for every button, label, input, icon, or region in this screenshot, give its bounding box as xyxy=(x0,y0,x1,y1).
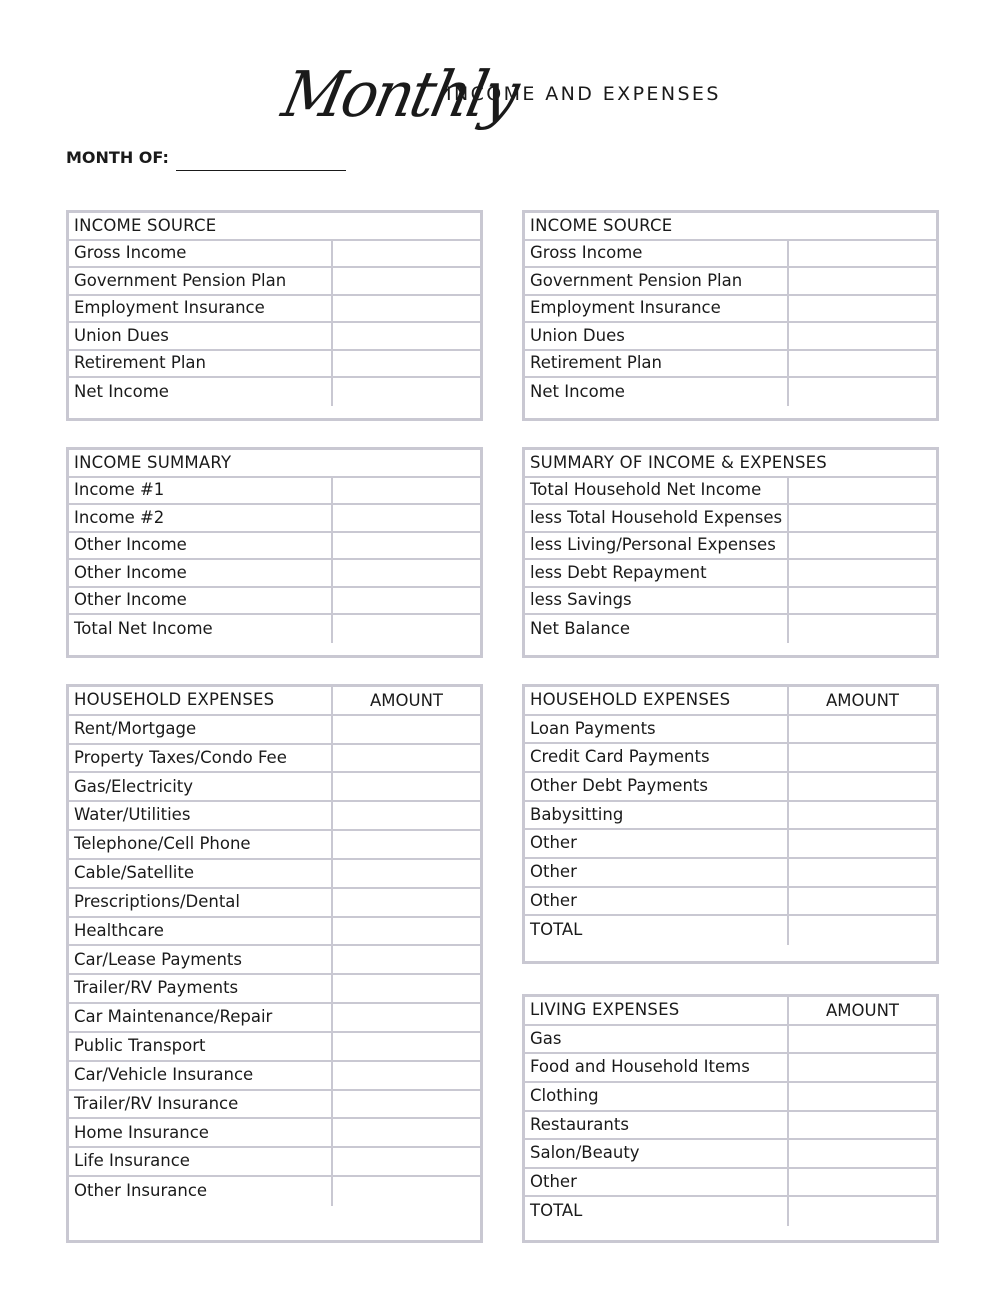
table-title: INCOME SOURCE xyxy=(74,215,217,235)
table-row xyxy=(525,1054,936,1083)
row-label: less Living/Personal Expenses xyxy=(525,533,789,559)
row-value-field[interactable] xyxy=(333,716,480,743)
table-row xyxy=(525,533,936,561)
table-row xyxy=(69,478,480,506)
table-row xyxy=(525,1169,936,1198)
row-label: Other xyxy=(525,830,789,857)
row-value-field[interactable] xyxy=(789,1054,936,1081)
row-label: Other Income xyxy=(69,588,333,614)
row-label: Other Debt Payments xyxy=(525,773,789,800)
table-row xyxy=(525,773,936,802)
row-value-field[interactable] xyxy=(789,1197,936,1226)
row-value-field[interactable] xyxy=(333,975,480,1002)
table-row xyxy=(69,802,480,831)
row-value-field[interactable] xyxy=(789,505,936,531)
table-row xyxy=(69,745,480,774)
row-label: Net Balance xyxy=(525,615,789,643)
row-value-field[interactable] xyxy=(789,533,936,559)
table-row xyxy=(69,296,480,324)
table-row xyxy=(525,1140,936,1169)
amount-header: AMOUNT xyxy=(825,1000,899,1020)
table-row xyxy=(69,1004,480,1033)
row-value-field[interactable] xyxy=(333,505,480,531)
row-value-field[interactable] xyxy=(333,478,480,504)
row-value-field[interactable] xyxy=(333,1119,480,1146)
table-row xyxy=(525,859,936,888)
page-header xyxy=(0,55,1005,145)
table-row xyxy=(69,505,480,533)
row-label: Healthcare xyxy=(69,918,333,945)
table-row xyxy=(69,1119,480,1148)
row-label: less Debt Repayment xyxy=(525,560,789,586)
row-value-field[interactable] xyxy=(333,831,480,858)
row-label: Income #1 xyxy=(69,478,333,504)
row-value-field[interactable] xyxy=(789,378,936,406)
living-expenses-table xyxy=(522,994,939,1243)
table-title: INCOME SOURCE xyxy=(530,215,673,235)
row-value-field[interactable] xyxy=(789,802,936,829)
row-value-field[interactable] xyxy=(789,888,936,915)
row-label: Clothing xyxy=(525,1083,789,1110)
row-label: Income #2 xyxy=(69,505,333,531)
table-row xyxy=(525,560,936,588)
amount-header: AMOUNT xyxy=(369,690,443,710)
row-label: Retirement Plan xyxy=(525,351,789,377)
table-header xyxy=(525,450,936,478)
script-title: Monthly xyxy=(276,58,523,132)
row-label: Employment Insurance xyxy=(69,296,333,322)
row-label: Food and Household Items xyxy=(525,1054,789,1081)
table-row xyxy=(525,802,936,831)
row-label: Other Income xyxy=(69,560,333,586)
table-row xyxy=(525,1197,936,1226)
row-label: Car/Vehicle Insurance xyxy=(69,1062,333,1089)
row-value-field[interactable] xyxy=(789,830,936,857)
row-label: Employment Insurance xyxy=(525,296,789,322)
household-expenses-table-2 xyxy=(522,684,939,964)
row-label: Rent/Mortgage xyxy=(69,716,333,743)
row-label: Other xyxy=(525,859,789,886)
row-value-field[interactable] xyxy=(789,296,936,322)
table-row xyxy=(69,588,480,616)
row-label: Salon/Beauty xyxy=(525,1140,789,1167)
table-row xyxy=(69,1033,480,1062)
row-value-field[interactable] xyxy=(789,351,936,377)
row-label: Prescriptions/Dental xyxy=(69,889,333,916)
row-value-field[interactable] xyxy=(333,745,480,772)
row-label: TOTAL xyxy=(525,1197,789,1226)
row-value-field[interactable] xyxy=(789,268,936,294)
table-title: HOUSEHOLD EXPENSES xyxy=(69,687,333,714)
row-label: Other Income xyxy=(69,533,333,559)
table-row xyxy=(69,975,480,1004)
row-value-field[interactable] xyxy=(333,1062,480,1089)
table-title: LIVING EXPENSES xyxy=(525,997,789,1024)
table-row xyxy=(69,1177,480,1206)
row-label: Car Maintenance/Repair xyxy=(69,1004,333,1031)
row-label: Car/Lease Payments xyxy=(69,946,333,973)
table-row xyxy=(69,1091,480,1120)
row-value-field[interactable] xyxy=(789,241,936,267)
table-row xyxy=(69,889,480,918)
table-row xyxy=(69,615,480,643)
row-value-field[interactable] xyxy=(789,1026,936,1053)
table-row xyxy=(69,716,480,745)
row-label: Gross Income xyxy=(69,241,333,267)
income-summary-table xyxy=(66,447,483,658)
row-label: Net Income xyxy=(69,378,333,406)
row-value-field[interactable] xyxy=(789,1112,936,1139)
row-label: Total Net Income xyxy=(69,615,333,643)
row-label: Other xyxy=(525,1169,789,1196)
row-label: Gas xyxy=(525,1026,789,1053)
row-label: TOTAL xyxy=(525,916,789,945)
row-value-field[interactable] xyxy=(789,859,936,886)
table-row xyxy=(69,773,480,802)
row-value-field[interactable] xyxy=(333,296,480,322)
table-row xyxy=(525,1112,936,1141)
page-title: INCOME AND EXPENSES xyxy=(446,83,721,105)
row-label: less Total Household Expenses xyxy=(525,505,789,531)
table-row xyxy=(525,916,936,945)
row-value-field[interactable] xyxy=(789,773,936,800)
household-expenses-table-1 xyxy=(66,684,483,1243)
row-value-field[interactable] xyxy=(789,478,936,504)
table-row xyxy=(525,830,936,859)
row-label: Net Income xyxy=(525,378,789,406)
row-label: Gross Income xyxy=(525,241,789,267)
row-value-field[interactable] xyxy=(333,268,480,294)
row-label: Restaurants xyxy=(525,1112,789,1139)
table-header xyxy=(69,213,480,241)
table-header xyxy=(69,687,480,716)
row-value-field[interactable] xyxy=(333,802,480,829)
table-row xyxy=(69,378,480,406)
row-label: Property Taxes/Condo Fee xyxy=(69,745,333,772)
table-row xyxy=(525,268,936,296)
row-label: Other Insurance xyxy=(69,1177,333,1206)
table-row xyxy=(69,860,480,889)
table-row xyxy=(69,946,480,975)
row-value-field[interactable] xyxy=(333,1091,480,1118)
row-value-field[interactable] xyxy=(789,560,936,586)
row-label: Credit Card Payments xyxy=(525,744,789,771)
table-row xyxy=(525,241,936,269)
table-row xyxy=(69,831,480,860)
row-value-field[interactable] xyxy=(789,323,936,349)
row-label: Loan Payments xyxy=(525,716,789,743)
row-value-field[interactable] xyxy=(333,241,480,267)
row-value-field[interactable] xyxy=(789,1169,936,1196)
row-label: Trailer/RV Insurance xyxy=(69,1091,333,1118)
row-value-field[interactable] xyxy=(333,918,480,945)
table-row xyxy=(69,351,480,379)
table-row xyxy=(69,323,480,351)
table-header xyxy=(525,213,936,241)
row-value-field[interactable] xyxy=(333,1177,480,1206)
table-title: HOUSEHOLD EXPENSES xyxy=(525,687,789,714)
row-label: Babysitting xyxy=(525,802,789,829)
table-row xyxy=(525,378,936,406)
row-value-field[interactable] xyxy=(333,351,480,377)
row-value-field[interactable] xyxy=(333,860,480,887)
table-row xyxy=(525,1026,936,1055)
table-row xyxy=(69,241,480,269)
row-label: Retirement Plan xyxy=(69,351,333,377)
row-value-field[interactable] xyxy=(789,744,936,771)
row-value-field[interactable] xyxy=(333,1148,480,1175)
row-label: Home Insurance xyxy=(69,1119,333,1146)
month-label: MONTH OF: xyxy=(66,148,169,167)
table-row xyxy=(69,1148,480,1177)
income-source-table-1 xyxy=(66,210,483,421)
table-row xyxy=(525,505,936,533)
row-label: Union Dues xyxy=(525,323,789,349)
table-row xyxy=(525,1083,936,1112)
table-title: SUMMARY OF INCOME & EXPENSES xyxy=(530,452,827,472)
table-row xyxy=(69,533,480,561)
table-row xyxy=(69,1062,480,1091)
row-value-field[interactable] xyxy=(333,588,480,614)
row-label: Gas/Electricity xyxy=(69,773,333,800)
row-value-field[interactable] xyxy=(789,615,936,643)
table-header xyxy=(525,997,936,1026)
month-input-line[interactable] xyxy=(176,170,346,171)
row-value-field[interactable] xyxy=(333,533,480,559)
table-row xyxy=(525,351,936,379)
table-row xyxy=(525,744,936,773)
row-label: Water/Utilities xyxy=(69,802,333,829)
row-label: Government Pension Plan xyxy=(69,268,333,294)
table-title: INCOME SUMMARY xyxy=(74,452,232,472)
table-row xyxy=(525,588,936,616)
table-row xyxy=(525,478,936,506)
table-row xyxy=(69,560,480,588)
table-row xyxy=(525,296,936,324)
table-row xyxy=(525,888,936,917)
row-label: Telephone/Cell Phone xyxy=(69,831,333,858)
row-value-field[interactable] xyxy=(333,946,480,973)
row-label: Union Dues xyxy=(69,323,333,349)
table-row xyxy=(525,615,936,643)
row-value-field[interactable] xyxy=(789,1083,936,1110)
row-label: Public Transport xyxy=(69,1033,333,1060)
table-header xyxy=(525,687,936,716)
amount-header: AMOUNT xyxy=(825,690,899,710)
row-label: Government Pension Plan xyxy=(525,268,789,294)
row-value-field[interactable] xyxy=(333,560,480,586)
table-row xyxy=(525,323,936,351)
row-label: Cable/Satellite xyxy=(69,860,333,887)
row-label: Other xyxy=(525,888,789,915)
row-value-field[interactable] xyxy=(789,1140,936,1167)
row-value-field[interactable] xyxy=(789,916,936,945)
table-row xyxy=(525,716,936,745)
table-header xyxy=(69,450,480,478)
row-value-field[interactable] xyxy=(333,378,480,406)
row-value-field[interactable] xyxy=(333,1004,480,1031)
row-value-field[interactable] xyxy=(789,588,936,614)
row-label: Total Household Net Income xyxy=(525,478,789,504)
row-label: less Savings xyxy=(525,588,789,614)
row-label: Life Insurance xyxy=(69,1148,333,1175)
row-value-field[interactable] xyxy=(333,1033,480,1060)
row-value-field[interactable] xyxy=(333,323,480,349)
row-label: Trailer/RV Payments xyxy=(69,975,333,1002)
row-value-field[interactable] xyxy=(333,615,480,643)
row-value-field[interactable] xyxy=(789,716,936,743)
row-value-field[interactable] xyxy=(333,773,480,800)
summary-income-expenses-table xyxy=(522,447,939,658)
income-source-table-2 xyxy=(522,210,939,421)
row-value-field[interactable] xyxy=(333,889,480,916)
table-row xyxy=(69,918,480,947)
table-row xyxy=(69,268,480,296)
